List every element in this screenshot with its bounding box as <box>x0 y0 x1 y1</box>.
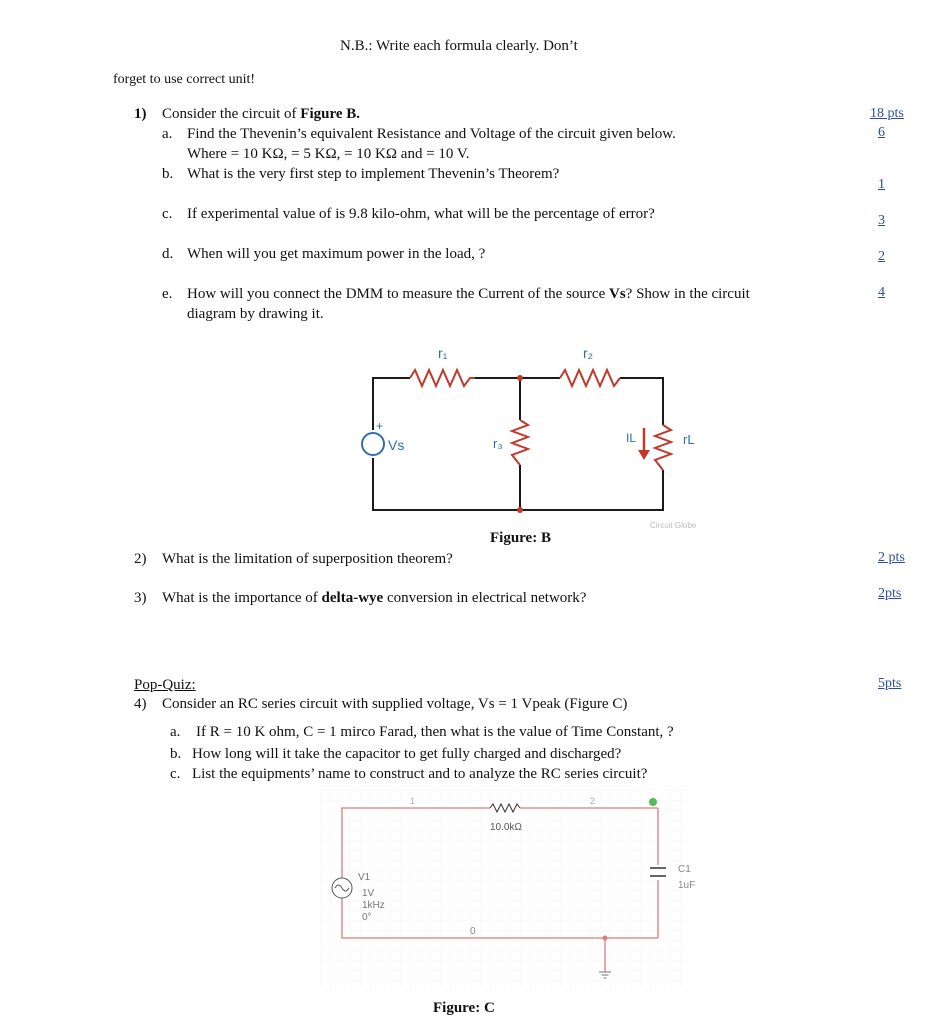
q1a-points[interactable]: 6 <box>878 125 885 140</box>
figure-c-circuit <box>320 790 696 990</box>
node-2-label: 2 <box>590 796 596 806</box>
source-plus-sign: + <box>376 419 384 433</box>
source-name: V1 <box>358 872 371 883</box>
nb-line: N.B.: Write each formula clearly. Don’t <box>340 38 578 54</box>
r3-label: r₃ <box>493 436 503 451</box>
node-bottom <box>517 507 523 513</box>
voltage-source-icon <box>362 433 384 455</box>
q1b-text: What is the very first step to implement Thevenin’s Theorem? <box>187 166 560 182</box>
q3-text: What is the importance of delta-wye conversion in electrical network? <box>162 590 587 606</box>
source-voltage: 1V <box>362 888 375 899</box>
q1d-label: d. <box>162 246 174 262</box>
q4b-text: How long will it take the capacitor to get fully charged and discharged? <box>192 746 622 762</box>
q3-points[interactable]: 2pts <box>878 586 902 601</box>
q1-intro: Consider the circuit of Figure B. <box>162 106 361 122</box>
source-label: Vs <box>388 437 405 453</box>
source-frequency: 1kHz <box>362 900 385 911</box>
q4a-text: If R = 10 K ohm, C = 1 mirco Farad, then what is the value of Time Constant, ? <box>196 724 674 740</box>
q4c-label: c. <box>170 766 181 782</box>
q4-text: Consider an RC series circuit with supplied voltage, Vs = 1 Vpeak (Figure C) <box>162 696 628 712</box>
node-top <box>517 375 523 381</box>
node-0-label: 0 <box>470 926 476 937</box>
q4-number: 4) <box>134 696 147 712</box>
node-1-label: 1 <box>410 796 416 806</box>
r1-resistor <box>410 370 475 386</box>
il-label: IL <box>626 431 637 445</box>
q1d-text: When will you get maximum power in the load, ? <box>187 246 486 262</box>
figure-b-circuit <box>350 340 720 535</box>
ground-junction <box>603 936 608 941</box>
nb-continuation: forget to use correct unit! <box>113 72 256 87</box>
q1-number: 1) <box>134 106 147 122</box>
q4b-label: b. <box>170 746 182 762</box>
capacitor-value: 1uF <box>678 880 696 891</box>
popquiz-title: Pop-Quiz: <box>134 677 196 693</box>
q2-text: What is the limitation of superposition theorem? <box>162 551 453 567</box>
resistor-value: 10.0kΩ <box>490 822 522 833</box>
probe-icon[interactable] <box>649 798 657 806</box>
q2-points[interactable]: 2 pts <box>878 550 905 565</box>
q4a-label: a. <box>170 724 181 740</box>
q1a-text: Find the Thevenin’s equivalent Resistance and Voltage of the circuit given below. <box>187 126 676 142</box>
q1e-label: e. <box>162 286 173 302</box>
q1d-points[interactable]: 2 <box>878 249 885 264</box>
q3-number: 3) <box>134 590 147 606</box>
current-arrow-head <box>638 450 650 460</box>
q1-points-total[interactable]: 18 pts <box>870 106 904 121</box>
rl-label: rL <box>683 432 695 447</box>
figure-c-caption: Figure: C <box>433 1000 495 1016</box>
capacitor-name: C1 <box>678 864 691 875</box>
q1b-points[interactable]: 1 <box>878 177 885 192</box>
watermark: Circuit Globe <box>650 521 697 530</box>
figure-c-grid <box>320 790 690 990</box>
figure-b-wires <box>373 378 663 510</box>
r1-label: r₁ <box>438 345 448 361</box>
q2-number: 2) <box>134 551 147 567</box>
r3-resistor <box>512 420 528 465</box>
rl-resistor <box>655 425 671 470</box>
source-phase: 0° <box>362 912 372 923</box>
q1a-label: a. <box>162 126 173 142</box>
q1a-where: Where = 10 KΩ, = 5 KΩ, = 10 KΩ and = 10 V. <box>187 146 470 162</box>
q1c-text: If experimental value of is 9.8 kilo-ohm, what will be the percentage of error? <box>187 206 655 222</box>
q1b-label: b. <box>162 166 174 182</box>
q1c-label: c. <box>162 206 173 222</box>
figure-b-caption: Figure: B <box>490 530 551 546</box>
r2-label: r₂ <box>583 345 594 361</box>
q1c-points[interactable]: 3 <box>878 213 885 228</box>
q1e-text: How will you connect the DMM to measure the Current of the source Vs? Show in the circuit <box>187 286 750 302</box>
q1e-points[interactable]: 4 <box>878 285 885 300</box>
q4c-text: List the equipments’ name to construct and to analyze the RC series circuit? <box>192 766 648 782</box>
q1e-text-line2: diagram by drawing it. <box>187 306 324 322</box>
popquiz-points[interactable]: 5pts <box>878 676 902 691</box>
r2-resistor <box>560 370 620 386</box>
